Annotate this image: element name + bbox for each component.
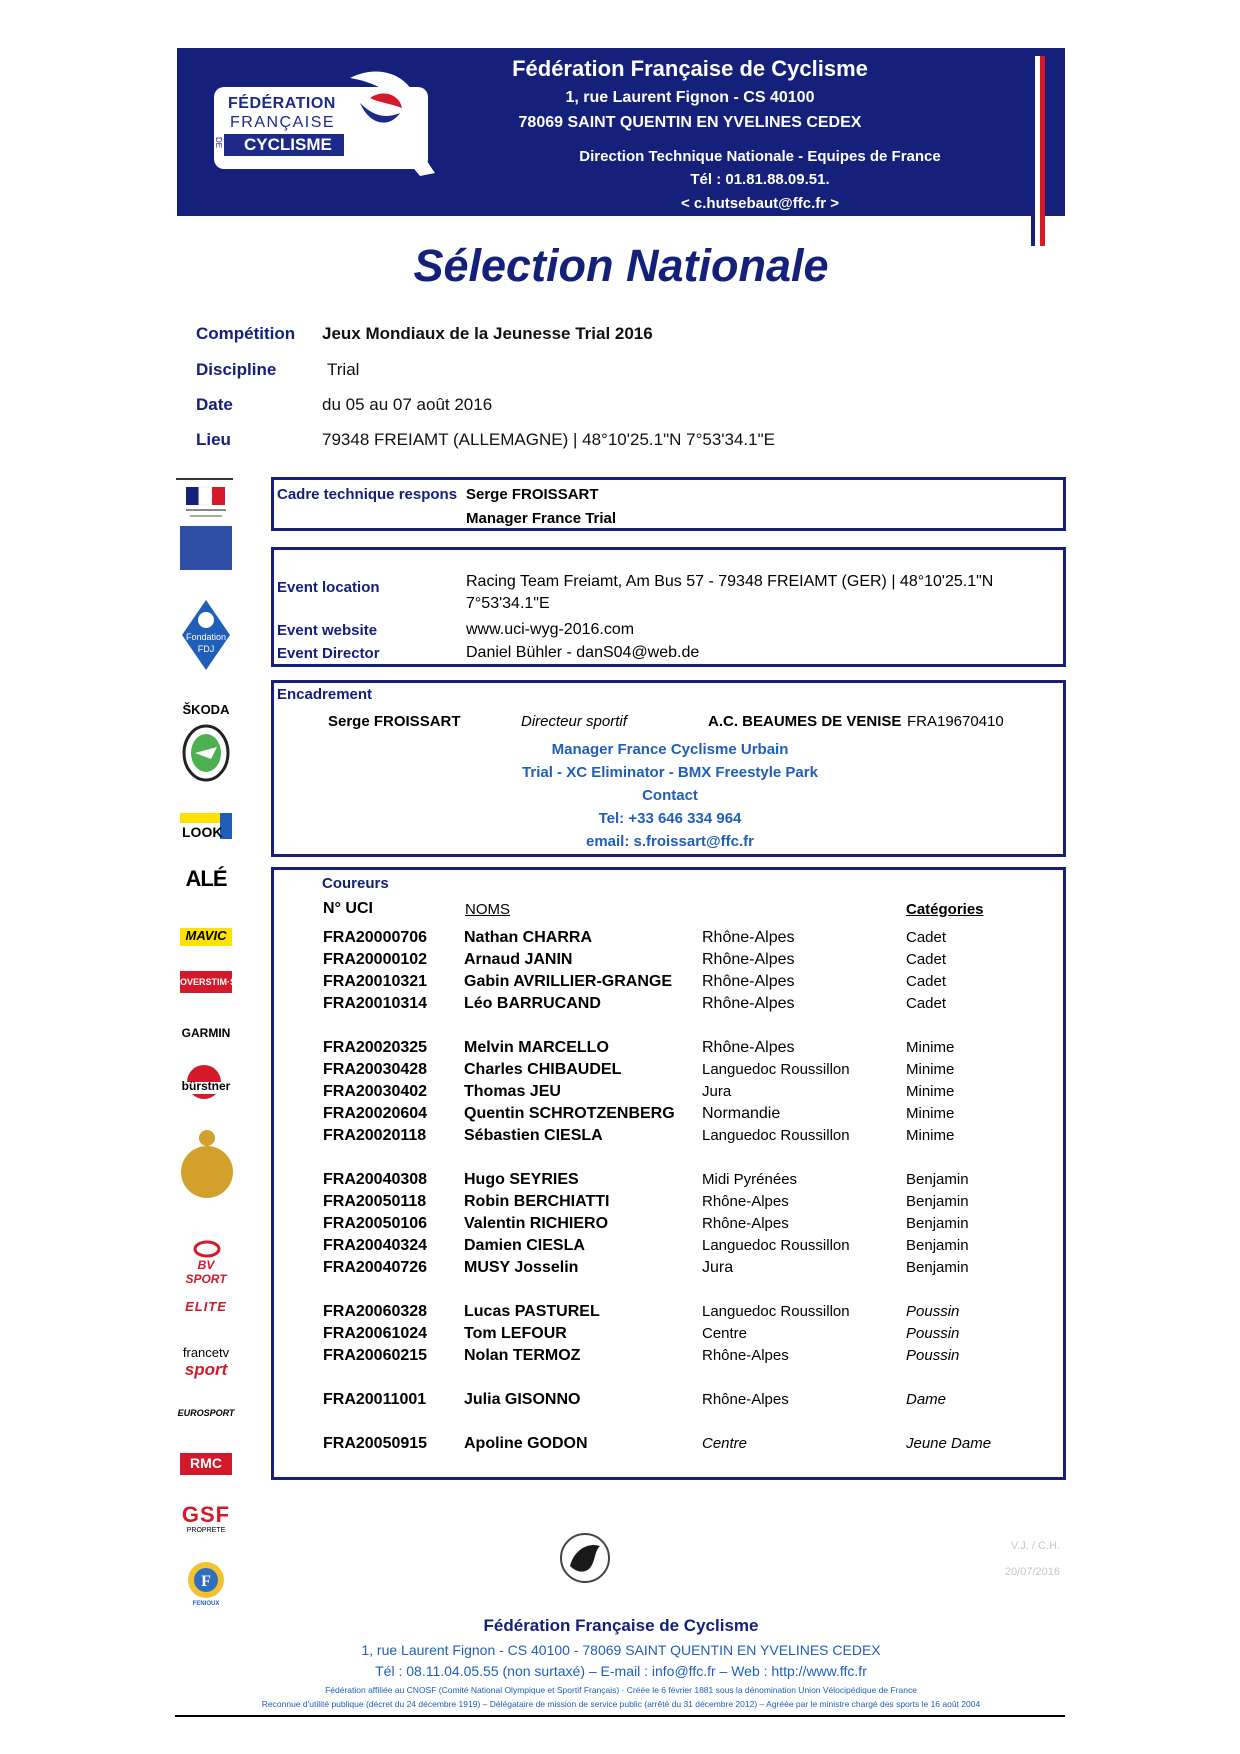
- info-value-discipline: Trial: [327, 360, 360, 379]
- rider-uci: FRA20030428: [323, 1061, 428, 1078]
- rider-uci: FRA20040726: [323, 1259, 428, 1276]
- rider-category: Benjamin: [906, 1171, 969, 1188]
- sponsor-francetv: francetv: [182, 1345, 230, 1360]
- encadrement-contact: Contact: [642, 787, 698, 804]
- rider-region: Centre: [702, 1325, 748, 1342]
- rider-region: Languedoc Roussillon: [702, 1237, 850, 1254]
- sponsor-gsf: GSF: [181, 1502, 231, 1527]
- rider-name: Nolan TERMOZ: [464, 1347, 581, 1364]
- rider-category: Dame: [906, 1391, 947, 1408]
- grand-domaine-cyclable-logo-icon: [178, 1124, 236, 1214]
- rider-region: Languedoc Roussillon: [702, 1303, 850, 1320]
- header-address-line1: 1, rue Laurent Fignon - CS 40100: [565, 89, 815, 106]
- event-location-line1: Racing Team Freiamt, Am Bus 57 - 79348 FREIAMT (GER) | 48°10'25.1"N: [466, 573, 994, 590]
- rider-category: Cadet: [906, 951, 947, 968]
- col-header-noms: NOMS: [465, 901, 510, 918]
- rider-name: Léo BARRUCAND: [464, 995, 601, 1012]
- sponsor-overstims: OVERSTIM·S: [180, 971, 232, 993]
- stamp-initials: V.J. / C.H.: [1010, 1540, 1060, 1552]
- rider-name: Julia GISONNO: [464, 1391, 581, 1408]
- rider-region: Rhône-Alpes: [702, 1039, 795, 1056]
- bv-sport-logo-icon: [190, 1240, 224, 1258]
- sponsor-sport: sport: [184, 1360, 228, 1379]
- cadre-label: Cadre technique respons: [277, 486, 458, 503]
- rider-name: Nathan CHARRA: [464, 929, 592, 946]
- footer-legal-line1: Fédération affiliée au CNOSF (Comité National Olympique et Sportif Français) · Créée le 6 février 1881 sous la dénomination Union Vélocipédique de France: [325, 1685, 917, 1695]
- rider-uci: FRA20050915: [323, 1435, 428, 1452]
- rider-name: Charles CHIBAUDEL: [464, 1061, 622, 1078]
- header-address-line2: 78069 SAINT QUENTIN EN YVELINES CEDEX: [518, 114, 862, 131]
- footer-title: Fédération Française de Cyclisme: [483, 1616, 759, 1635]
- encadrement-label: Encadrement: [277, 686, 373, 703]
- sponsor-divider: [176, 478, 233, 480]
- event-director: Daniel Bühler - danS04@web.de: [466, 644, 700, 661]
- sponsor-gsf-sub: PROPRETE: [186, 1527, 226, 1534]
- rider-name: Quentin SCHROTZENBERG: [464, 1105, 675, 1122]
- logo-de: DE: [214, 137, 223, 149]
- sponsor-bvsport: BV SPORT: [185, 1258, 227, 1286]
- rider-uci: FRA20011001: [323, 1391, 427, 1408]
- rider-category: Benjamin: [906, 1259, 969, 1276]
- encadrement-name: Serge FROISSART: [328, 713, 461, 730]
- rider-name: Robin BERCHIATTI: [464, 1193, 610, 1210]
- rider-name: Hugo SEYRIES: [464, 1171, 579, 1188]
- rider-category: Minime: [906, 1039, 955, 1056]
- col-header-uci: N° UCI: [323, 900, 373, 917]
- rider-category: Poussin: [906, 1325, 960, 1342]
- info-label-discipline: Discipline: [196, 360, 277, 379]
- event-website-link[interactable]: www.uci-wyg-2016.com: [466, 621, 635, 638]
- header-tel: Tél : 01.81.88.09.51.: [690, 171, 830, 188]
- ministere-logo-icon: [180, 526, 232, 570]
- header-title: Fédération Française de Cyclisme: [512, 56, 868, 81]
- rider-region: Jura: [702, 1083, 732, 1100]
- rider-uci: FRA20010321: [323, 973, 428, 990]
- rider-region: Rhône-Alpes: [702, 929, 795, 946]
- fondation-fdj-logo-icon: [180, 598, 232, 672]
- info-label-date: Date: [196, 395, 233, 414]
- footer-address: 1, rue Laurent Fignon - CS 40100 - 78069 SAINT QUENTIN EN YVELINES CEDEX: [361, 1642, 881, 1658]
- logo-swoosh-icon: [330, 58, 440, 183]
- rider-name: Arnaud JANIN: [464, 951, 573, 968]
- coureurs-label: Coureurs: [322, 875, 389, 892]
- footer-contact: Tél : 08.11.04.05.55 (non surtaxé) – E-mail : info@ffc.fr – Web : http://www.ffc.fr: [375, 1663, 867, 1679]
- laboratoires-fenioux-logo-icon: [186, 1560, 226, 1600]
- rider-name: Lucas PASTUREL: [464, 1303, 600, 1320]
- document-title: Sélection Nationale: [413, 240, 829, 291]
- encadrement-disciplines: Trial - XC Eliminator - BMX Freestyle Park: [522, 764, 818, 781]
- logo-band-text: CYCLISME: [244, 135, 332, 154]
- rider-uci: FRA20050106: [323, 1215, 428, 1232]
- rider-uci: FRA20020604: [323, 1105, 428, 1122]
- tricolor-flag-icon: [1031, 56, 1045, 246]
- rider-uci: FRA20060328: [323, 1303, 428, 1320]
- rider-category: Benjamin: [906, 1237, 969, 1254]
- col-header-categories: Catégories: [906, 901, 984, 918]
- rider-region: Rhône-Alpes: [702, 1391, 789, 1408]
- rider-uci: FRA20040308: [323, 1171, 428, 1188]
- rider-name: Damien CIESLA: [464, 1237, 585, 1254]
- encadrement-licence: FRA19670410: [907, 713, 1004, 730]
- info-label-lieu: Lieu: [196, 430, 231, 449]
- rider-name: Gabin AVRILLIER-GRANGE: [464, 973, 672, 990]
- header-email[interactable]: < c.hutsebaut@ffc.fr >: [681, 195, 839, 212]
- encadrement-function: Directeur sportif: [521, 713, 627, 730]
- look-logo-text: LOOK: [182, 824, 223, 840]
- rider-region: Rhône-Alpes: [702, 995, 795, 1012]
- rider-uci: FRA20060215: [323, 1347, 428, 1364]
- rider-name: MUSY Josselin: [464, 1259, 579, 1276]
- info-value-lieu: 79348 FREIAMT (ALLEMAGNE) | 48°10'25.1"N 7°53'34.1"E: [322, 430, 775, 449]
- rider-uci: FRA20000102: [323, 951, 428, 968]
- rider-uci: FRA20030402: [323, 1083, 428, 1100]
- rider-region: Rhône-Alpes: [702, 1347, 789, 1364]
- rider-category: Benjamin: [906, 1193, 969, 1210]
- rider-category: Poussin: [906, 1303, 960, 1320]
- stamp-date: 20/07/2016: [1004, 1566, 1060, 1578]
- rider-uci: FRA20020325: [323, 1039, 428, 1056]
- footer-rule: [175, 1715, 1065, 1717]
- logo-band: [224, 134, 344, 156]
- info-label-competition: Compétition: [196, 324, 296, 343]
- rider-uci: FRA20050118: [323, 1193, 427, 1210]
- event-director-label: Event Director: [277, 645, 380, 662]
- rider-category: Poussin: [906, 1347, 960, 1364]
- rider-name: Sébastien CIESLA: [464, 1127, 603, 1144]
- sponsor-rmc: RMC: [180, 1453, 232, 1475]
- rider-region: Centre: [702, 1435, 748, 1452]
- logo-line1: FÉDÉRATION: [228, 95, 336, 112]
- encadrement-tel: Tel: +33 646 334 964: [598, 810, 742, 827]
- rider-uci: FRA20040324: [323, 1237, 428, 1254]
- rider-region: Languedoc Roussillon: [702, 1061, 850, 1078]
- rider-category: Benjamin: [906, 1215, 969, 1232]
- svg-text:F: F: [201, 1573, 211, 1590]
- info-value-date: du 05 au 07 août 2016: [322, 395, 493, 414]
- rider-uci: FRA20020118: [323, 1127, 427, 1144]
- sponsor-ale: ALÉ: [185, 866, 227, 891]
- rider-uci: FRA20061024: [323, 1325, 428, 1342]
- encadrement-manager: Manager France Cyclisme Urbain: [551, 741, 789, 758]
- rider-category: Minime: [906, 1105, 955, 1122]
- sponsor-eurosport: EUROSPORT: [177, 1408, 235, 1418]
- republique-francaise-logo-icon: [180, 483, 232, 523]
- rider-region: Rhône-Alpes: [702, 1193, 789, 1210]
- sponsor-burstner: bürstner: [181, 1079, 231, 1093]
- rider-category: Cadet: [906, 973, 947, 990]
- event-location-line2: 7°53'34.1"E: [466, 595, 550, 612]
- rider-category: Minime: [906, 1083, 955, 1100]
- rider-category: Cadet: [906, 995, 947, 1012]
- encadrement-email[interactable]: email: s.froissart@ffc.fr: [585, 833, 754, 850]
- footer-legal-line2: Reconnue d'utilité publique (décret du 24 décembre 1919) – Délégataire de mission de service public (arrêté du 31 décembre 2012) – Agréée par le ministre chargé des sports le 16 août 2004: [261, 1699, 981, 1709]
- event-location-label: Event location: [277, 579, 380, 596]
- rider-region: Rhône-Alpes: [702, 1215, 789, 1232]
- rider-name: Apoline GODON: [464, 1435, 588, 1452]
- logo-line2: FRANÇAISE: [230, 114, 336, 131]
- svg-text:Fondation: Fondation: [185, 632, 227, 642]
- cadre-role: Manager France Trial: [466, 510, 617, 527]
- rider-name: Melvin MARCELLO: [464, 1039, 609, 1056]
- rider-name: Tom LEFOUR: [464, 1325, 567, 1342]
- sponsor-skoda: ŠKODA: [182, 702, 230, 717]
- svg-text:FDJ: FDJ: [197, 644, 215, 654]
- event-website-label: Event website: [277, 622, 378, 639]
- rider-name: Thomas JEU: [464, 1083, 561, 1100]
- cadre-name: Serge FROISSART: [466, 486, 599, 503]
- sponsor-elite: ELITE: [185, 1299, 227, 1314]
- header-dtn: Direction Technique Nationale - Equipes de France: [579, 148, 941, 165]
- info-value-competition: Jeux Mondiaux de la Jeunesse Trial 2016: [322, 324, 653, 343]
- rider-region: Rhône-Alpes: [702, 973, 795, 990]
- rider-uci: FRA20000706: [323, 929, 428, 946]
- rooster-logo-icon: [556, 1532, 614, 1584]
- rider-category: Cadet: [906, 929, 947, 946]
- look-logo-icon: [180, 813, 232, 839]
- rider-region: Midi Pyrénées: [702, 1171, 798, 1188]
- rider-uci: FRA20010314: [323, 995, 428, 1012]
- encadrement-club: A.C. BEAUMES DE VENISE: [708, 713, 902, 730]
- skoda-logo-icon: [181, 723, 231, 783]
- rider-category: Jeune Dame: [906, 1435, 992, 1452]
- rider-region: Languedoc Roussillon: [702, 1127, 850, 1144]
- rider-category: Minime: [906, 1061, 955, 1078]
- sponsor-garmin: GARMIN: [181, 1026, 231, 1040]
- sponsor-mavic: MAVIC: [180, 928, 232, 946]
- rider-region: Rhône-Alpes: [702, 951, 795, 968]
- rider-region: Jura: [702, 1259, 734, 1276]
- sponsor-lab: FENIOUX: [192, 1601, 220, 1607]
- rider-name: Valentin RICHIERO: [464, 1215, 609, 1232]
- rider-category: Minime: [906, 1127, 955, 1144]
- rider-region: Normandie: [702, 1105, 781, 1122]
